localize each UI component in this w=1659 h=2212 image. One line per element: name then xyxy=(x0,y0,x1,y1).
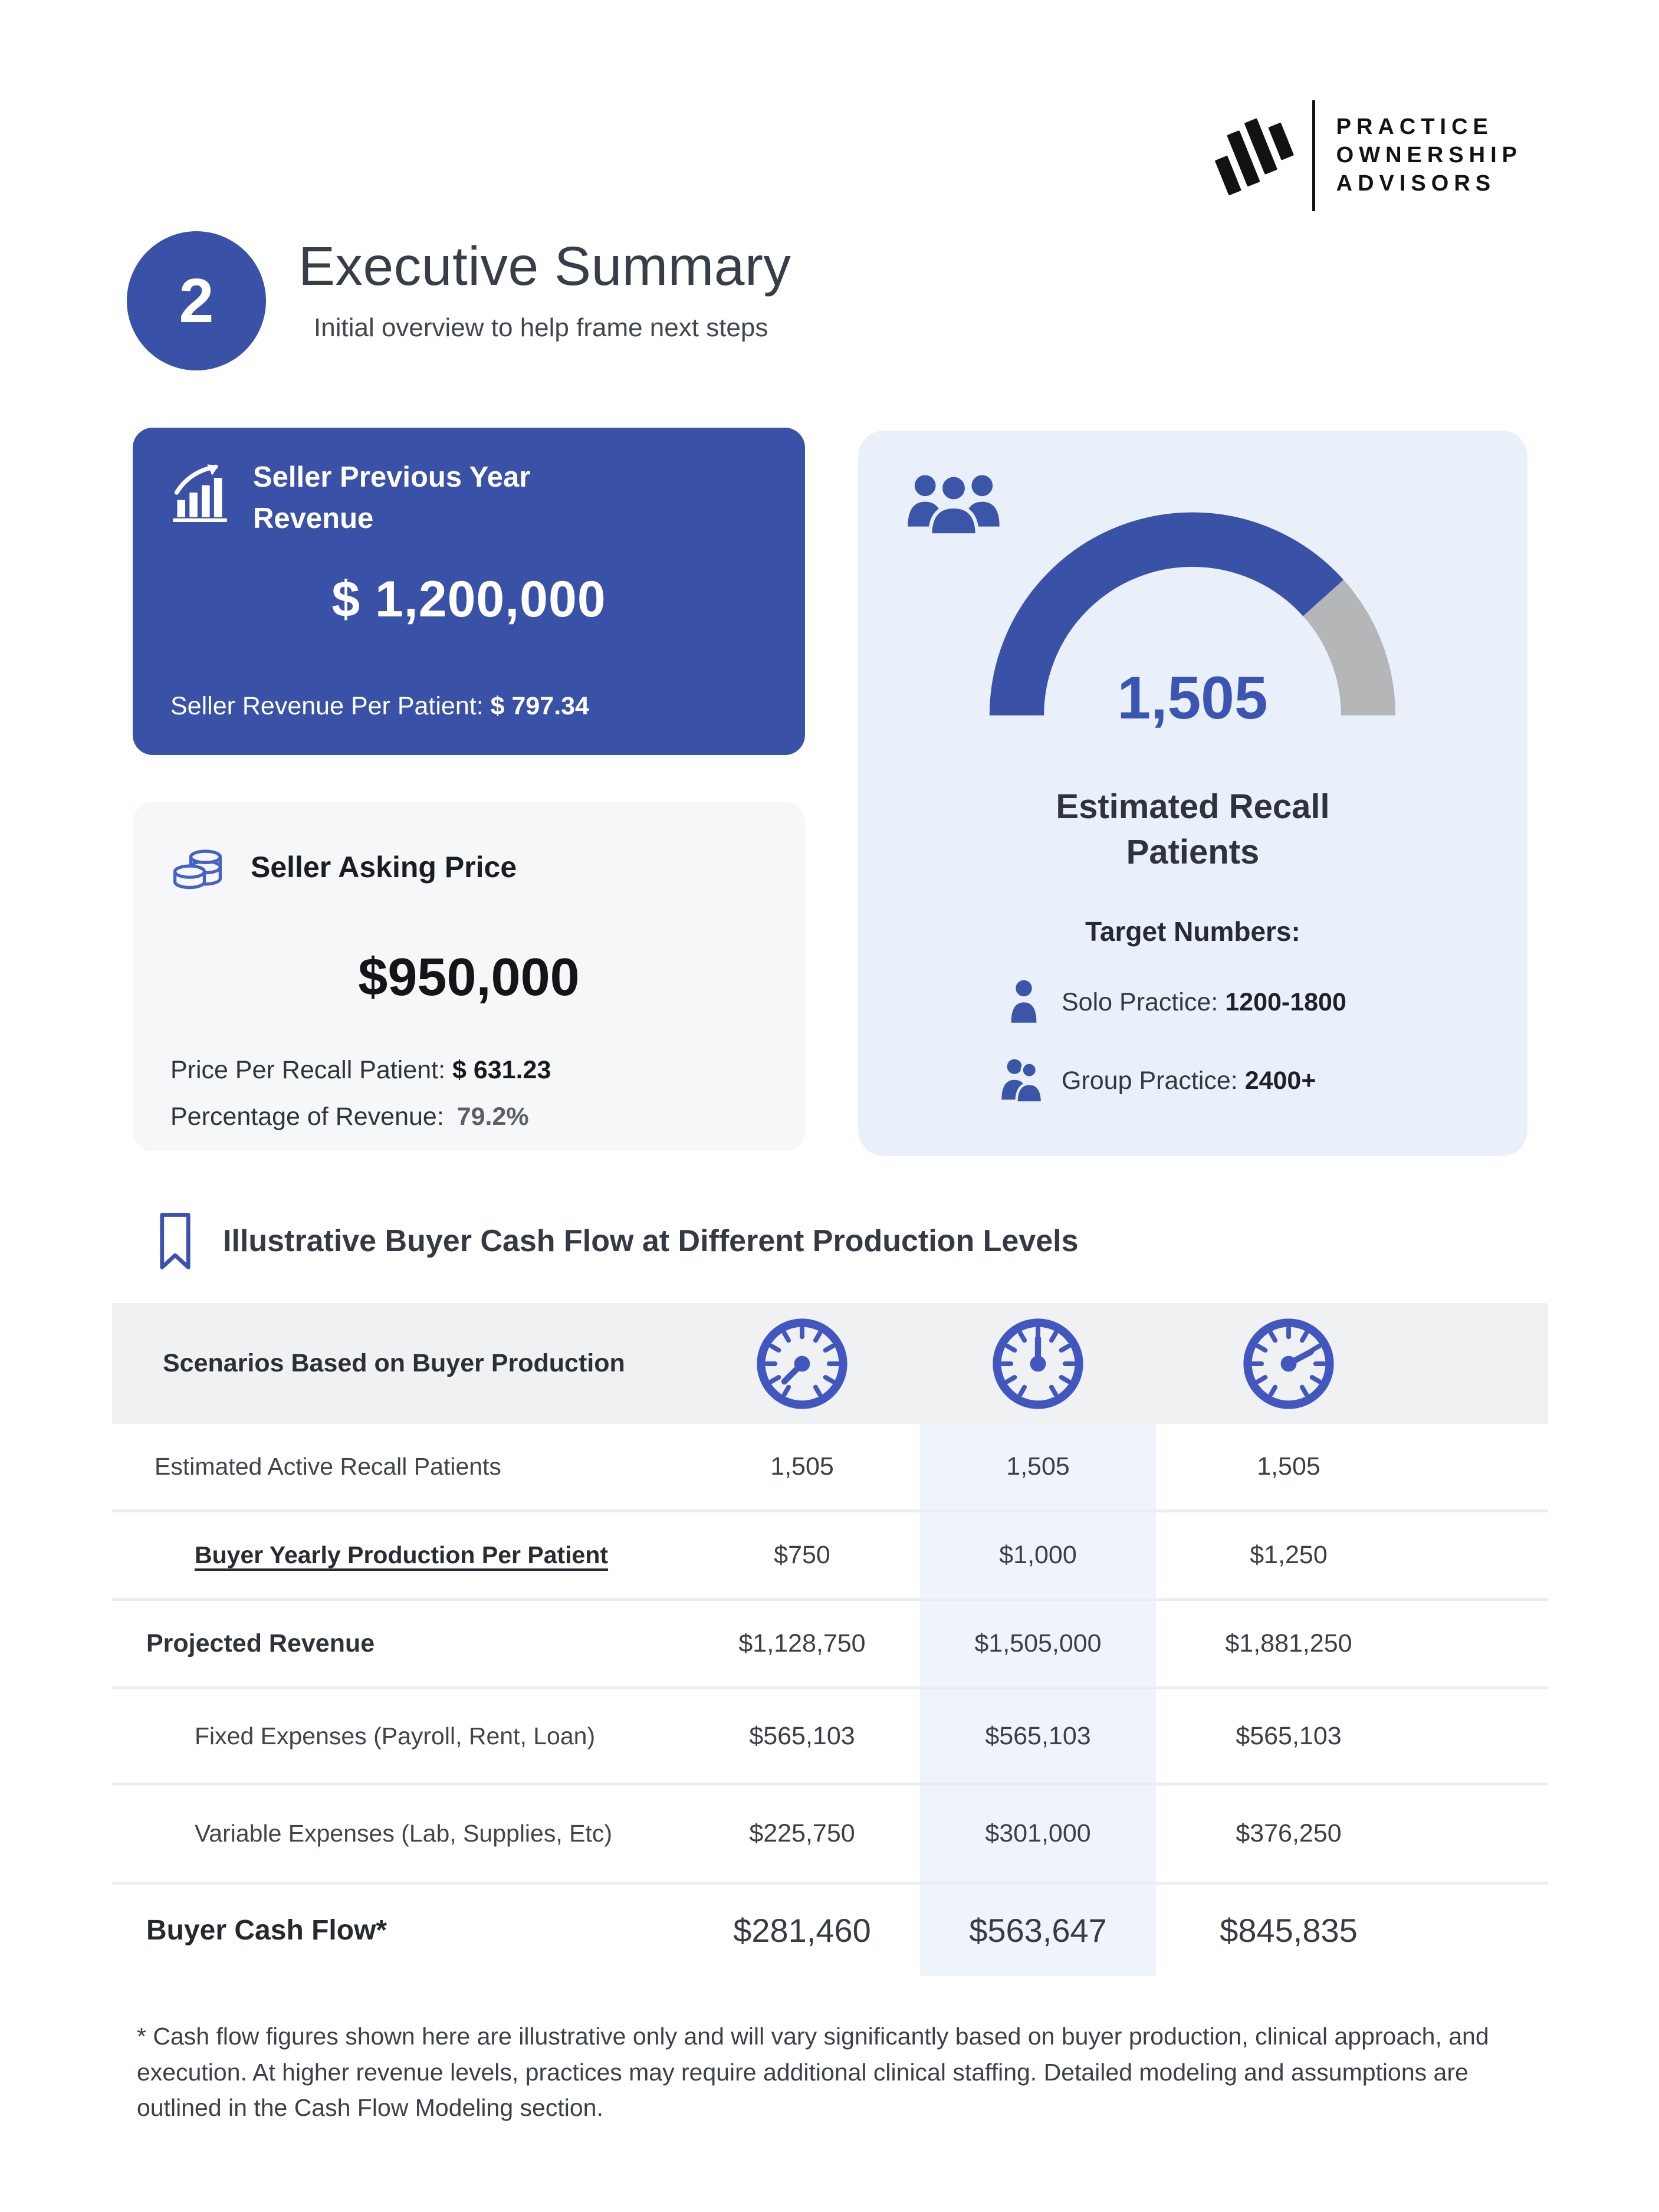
seller-asking-price-title: Seller Asking Price xyxy=(251,851,517,884)
row-value: 1,505 xyxy=(1257,1452,1320,1481)
group-practice-label: Group Practice: xyxy=(1062,1066,1238,1095)
group-practice-value: 2400+ xyxy=(1244,1066,1316,1095)
row-value: $563,647 xyxy=(920,1885,1156,1976)
cash-flow-section-heading xyxy=(158,1210,1079,1272)
target-numbers xyxy=(858,915,1527,1104)
recall-count: 1,505 xyxy=(1117,664,1268,731)
row-value: $750 xyxy=(774,1541,830,1569)
brand-name xyxy=(1336,113,1522,198)
group-practice-text xyxy=(1062,1066,1316,1095)
person-icon xyxy=(997,978,1051,1026)
seller-asking-price-details xyxy=(170,1038,551,1131)
row-value: $1,505,000 xyxy=(920,1601,1156,1686)
cash-flow-footnote: * Cash flow figures shown here are illustrative only and will vary significantly based on buyer production, clinical approach, and execution. At higher revenue levels, practices may require additional clinical staffing. Detailed modeling and assumptions are outlined in the Cash Flow Modeling section. xyxy=(137,2023,1489,2122)
target-numbers-heading: Target Numbers: xyxy=(1085,916,1300,947)
bar-chart-growth-icon xyxy=(169,461,231,522)
brand-line-1: PRACTICE xyxy=(1336,114,1493,140)
brand-line-2: OWNERSHIP xyxy=(1336,143,1522,168)
table-row xyxy=(112,1783,1548,1882)
price-per-recall-patient-value: $ 631.23 xyxy=(452,1056,551,1084)
logo-divider xyxy=(1312,100,1315,211)
solo-practice-value: 1200-1800 xyxy=(1225,987,1346,1016)
seller-asking-price-amount: $950,000 xyxy=(358,948,580,1007)
percentage-of-revenue-value: 79.2% xyxy=(456,1102,529,1131)
row-value: $565,103 xyxy=(1236,1721,1342,1750)
percentage-of-revenue-label: Percentage of Revenue: xyxy=(170,1102,444,1131)
seller-revenue-card xyxy=(133,428,805,755)
row-value: $1,000 xyxy=(920,1512,1156,1598)
seller-revenue-per-patient-label: Seller Revenue Per Patient: xyxy=(170,692,484,720)
solo-practice-text xyxy=(1062,988,1346,1017)
bookmark-icon xyxy=(158,1210,192,1272)
row-value: $1,250 xyxy=(1250,1541,1328,1569)
page-subtitle: Initial overview to help frame next steps xyxy=(314,313,768,342)
row-value: $376,250 xyxy=(1236,1819,1342,1847)
row-value: $1,881,250 xyxy=(1225,1629,1352,1658)
seller-revenue-amount: $ 1,200,000 xyxy=(331,571,606,628)
logo-bars-icon xyxy=(1206,111,1295,200)
row-label: Projected Revenue xyxy=(146,1629,375,1658)
seller-revenue-title: Seller Previous Year Revenue xyxy=(253,461,531,534)
recall-card-title-line2: Patients xyxy=(1126,832,1260,871)
cash-flow-section-title: Illustrative Buyer Cash Flow at Different Production Levels xyxy=(223,1224,1079,1258)
table-row xyxy=(112,1509,1548,1598)
page-header xyxy=(127,231,791,370)
group-practice-row xyxy=(858,1057,1527,1104)
brand-logo xyxy=(1206,100,1522,211)
solo-practice-label: Solo Practice: xyxy=(1062,987,1218,1016)
seller-asking-price-head xyxy=(169,839,517,895)
page-title: Executive Summary xyxy=(298,235,791,297)
gauge-mid-icon xyxy=(920,1310,1156,1418)
price-per-recall-patient-label: Price Per Recall Patient: xyxy=(170,1056,446,1084)
price-per-recall-patient xyxy=(170,1056,551,1085)
seller-revenue-card-head xyxy=(169,457,636,539)
row-value: 1,505 xyxy=(920,1424,1156,1509)
percentage-of-revenue xyxy=(170,1102,551,1131)
row-value: $565,103 xyxy=(920,1689,1156,1783)
table-row xyxy=(112,1686,1548,1783)
recall-gauge xyxy=(983,506,1402,731)
cash-flow-table xyxy=(112,1303,1548,1976)
solo-practice-row xyxy=(858,978,1527,1026)
table-header-row xyxy=(112,1303,1548,1424)
recall-card-title-line1: Estimated Recall xyxy=(1056,787,1330,826)
recall-card-title xyxy=(858,785,1527,875)
row-label: Variable Expenses (Lab, Supplies, Etc) xyxy=(195,1820,613,1847)
row-value: $845,835 xyxy=(1220,1912,1358,1949)
gauge-high-icon xyxy=(1156,1310,1421,1418)
step-number-badge xyxy=(127,231,266,370)
row-label: Buyer Yearly Production Per Patient xyxy=(195,1541,609,1568)
table-header-label: Scenarios Based on Buyer Production xyxy=(163,1349,625,1377)
row-value: $1,128,750 xyxy=(738,1629,866,1658)
table-row-buyer-cash-flow xyxy=(112,1882,1548,1976)
seller-asking-price-card xyxy=(133,802,805,1151)
header-text xyxy=(298,231,791,343)
table-row xyxy=(112,1598,1548,1686)
two-people-icon xyxy=(997,1057,1051,1104)
brand-line-3: ADVISORS xyxy=(1336,170,1496,196)
seller-revenue-per-patient-value: $ 797.34 xyxy=(490,692,589,720)
row-label: Estimated Active Recall Patients xyxy=(155,1453,501,1480)
row-value: 1,505 xyxy=(770,1452,834,1481)
row-value: $565,103 xyxy=(749,1721,855,1750)
step-number: 2 xyxy=(179,265,214,336)
coins-icon xyxy=(169,839,226,895)
seller-revenue-per-patient xyxy=(170,692,589,721)
row-label: Buyer Cash Flow* xyxy=(146,1915,387,1946)
gauge-low-icon xyxy=(684,1310,920,1418)
row-value: $301,000 xyxy=(920,1786,1156,1882)
table-row xyxy=(112,1424,1548,1509)
row-label: Fixed Expenses (Payroll, Rent, Loan) xyxy=(195,1722,596,1750)
row-value: $225,750 xyxy=(749,1819,855,1847)
row-value: $281,460 xyxy=(733,1912,871,1949)
recall-patients-card xyxy=(858,431,1527,1156)
